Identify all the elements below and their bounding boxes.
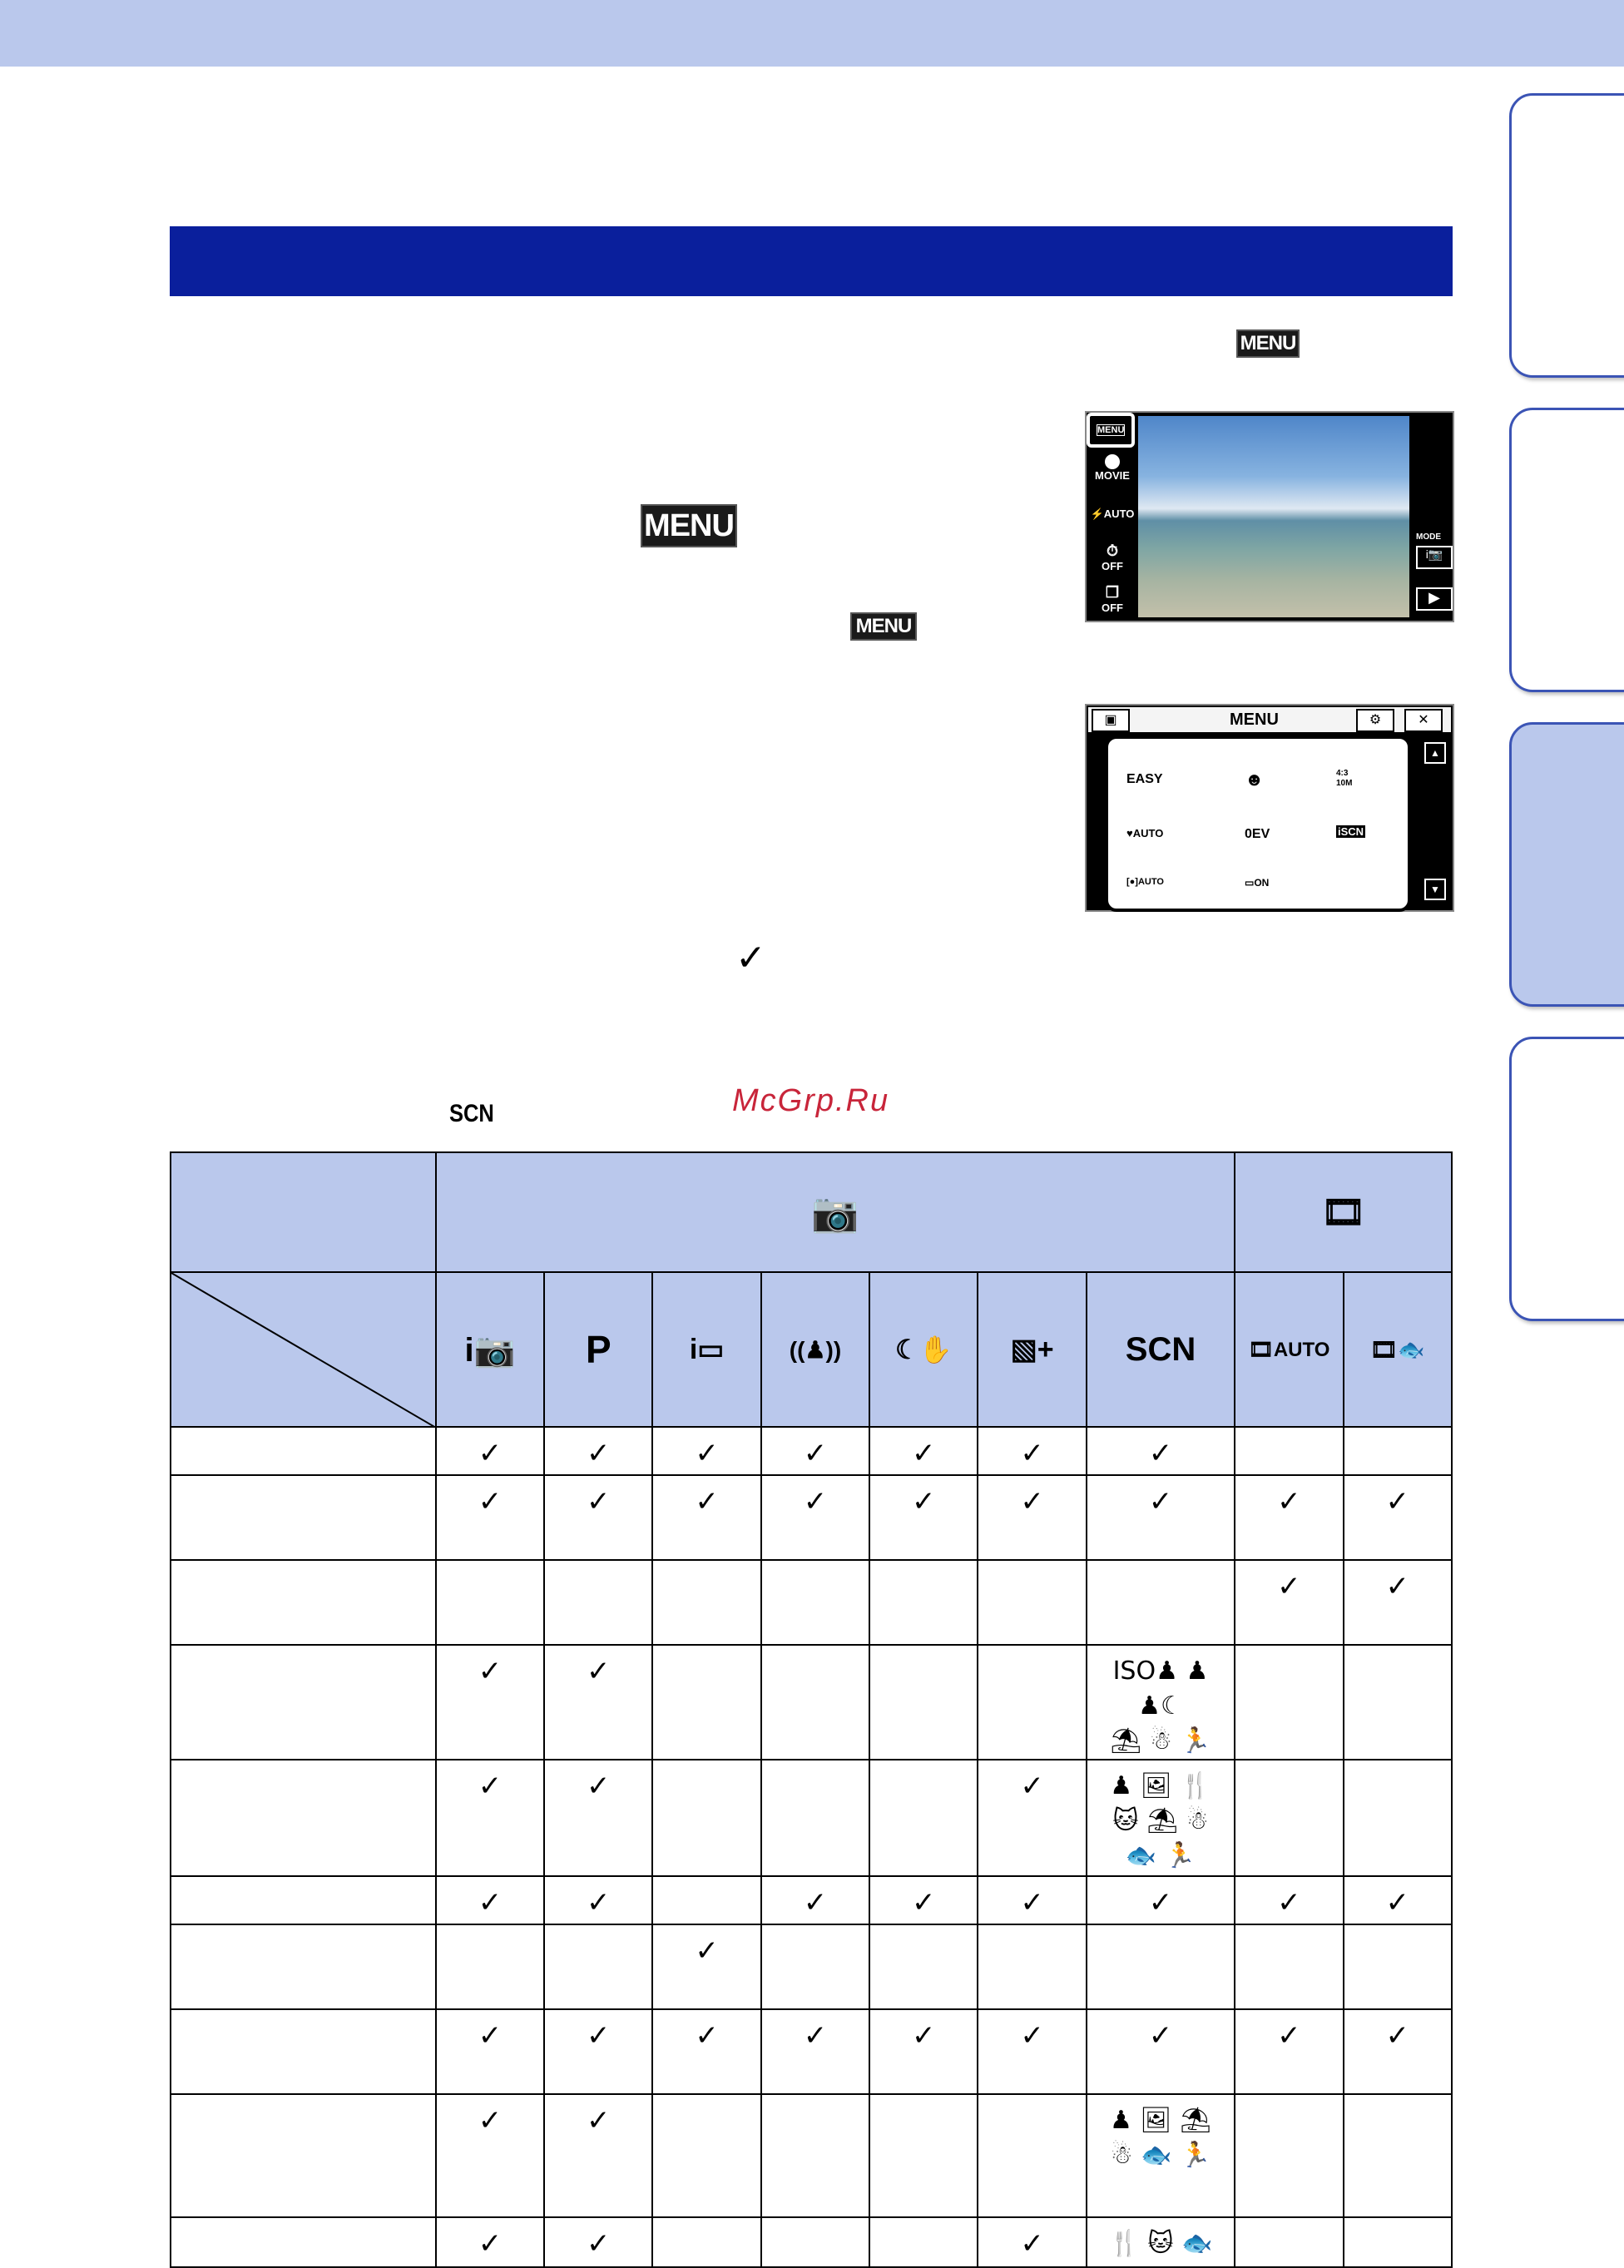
check-mark: ✓ (478, 2227, 503, 2261)
table-cell (1087, 2094, 1235, 2217)
check-mark: ✓ (695, 1485, 719, 1518)
table-cell (761, 1876, 869, 1924)
menu-badge-large: MENU (641, 504, 737, 547)
table-row (171, 1760, 1452, 1876)
handheld-twilight-icon: ☾✋ (895, 1335, 953, 1364)
table-cell (1344, 1645, 1452, 1760)
table-cell (436, 1645, 544, 1760)
table-row (171, 1876, 1452, 1924)
table-row (171, 1924, 1452, 2009)
menu-badge-top: MENU (1236, 329, 1300, 358)
table-cell (652, 2094, 760, 2217)
table-cell (978, 2094, 1086, 2217)
table-cell (1344, 2094, 1452, 2217)
mode-header-intelligent-auto (436, 1272, 544, 1427)
check-mark: ✓ (1277, 1570, 1301, 1603)
check-mark: ✓ (1277, 2019, 1301, 2053)
table-cell (544, 2094, 652, 2217)
table-cell (761, 1475, 869, 1560)
mode-header-program (544, 1272, 652, 1427)
check-mark-inline: ✓ (735, 937, 766, 979)
table-cell (761, 1560, 869, 1645)
side-tab-4[interactable] (1509, 1037, 1624, 1321)
check-mark: ✓ (478, 2019, 503, 2053)
table-cell (761, 1427, 869, 1475)
row-label-cell (171, 1475, 436, 1560)
table-cell (1087, 1475, 1235, 1560)
table-cell (761, 1645, 869, 1760)
table-cell (978, 2217, 1086, 2267)
scene-icons: 🍴 🐱 🐟 (1108, 2229, 1213, 2258)
anti-blur-icon: ((♟)) (789, 1336, 842, 1363)
check-mark: ✓ (695, 1934, 719, 1968)
table-cell (544, 1924, 652, 2009)
scene-icon: SCN (1125, 1330, 1196, 1368)
check-mark: ✓ (912, 1485, 936, 1518)
table-cell (1087, 2009, 1235, 2094)
table-cell (869, 1475, 978, 1560)
table-cell (1087, 1645, 1235, 1760)
scene-icons: ♟ 🖼 ⛱ ☃ 🐟 🏃 (1109, 2106, 1212, 2170)
check-mark: ✓ (478, 1886, 503, 1919)
table-cell (1344, 2217, 1452, 2267)
mode-compatibility-table (170, 1151, 1453, 2268)
check-mark: ✓ (587, 2019, 611, 2053)
table-cell (652, 1760, 760, 1876)
table-cell (544, 1645, 652, 1760)
table-cell (1235, 1645, 1343, 1760)
menu-item-macro[interactable]: ♥AUTO (1126, 827, 1164, 839)
playback-button[interactable]: ▶ (1416, 587, 1453, 611)
table-cell (436, 1475, 544, 1560)
gear-icon[interactable]: ⚙ (1356, 709, 1394, 732)
menu-panel (1105, 735, 1411, 912)
table-cell (761, 1924, 869, 2009)
menu-title: MENU (1230, 711, 1279, 729)
menu-item-scene[interactable]: iSCN (1338, 825, 1364, 838)
check-mark: ✓ (803, 1485, 828, 1518)
table-cell (1344, 2009, 1452, 2094)
table-cell (1235, 1760, 1343, 1876)
check-mark: ✓ (1277, 1886, 1301, 1919)
check-mark: ✓ (587, 1770, 611, 1803)
table-cell (436, 2094, 544, 2217)
movie-button[interactable] (1090, 454, 1135, 482)
camera-icon: 📷 (811, 1190, 859, 1234)
self-timer-icon: ⏱ (1106, 542, 1119, 559)
check-mark: ✓ (587, 1437, 611, 1470)
program-icon: P (585, 1328, 611, 1371)
table-cell (1087, 1427, 1235, 1475)
row-label-cell (171, 2009, 436, 2094)
row-label-cell (171, 1645, 436, 1760)
table-cell (652, 1427, 760, 1475)
table-cell (978, 1876, 1086, 1924)
table-cell (1235, 1427, 1343, 1475)
backlight-correction-icon: ▧+ (1010, 1334, 1054, 1365)
table-cell (544, 1760, 652, 1876)
table-cell (1235, 1475, 1343, 1560)
row-label-cell (171, 2217, 436, 2267)
table-cell (544, 1475, 652, 1560)
check-mark: ✓ (587, 2227, 611, 2261)
table-cell (1235, 1560, 1343, 1645)
record-icon (1105, 454, 1120, 469)
check-mark: ✓ (803, 2019, 828, 2053)
table-corner-top (171, 1152, 436, 1272)
check-mark: ✓ (1020, 2227, 1044, 2261)
menu-button-highlight[interactable] (1087, 413, 1135, 448)
mode-header-anti-blur (761, 1272, 869, 1427)
table-cell (436, 1427, 544, 1475)
table-row (171, 1560, 1452, 1645)
table-cell (544, 1560, 652, 1645)
table-cell (1235, 1876, 1343, 1924)
table-cell (1235, 1924, 1343, 2009)
sweep-panorama-icon: i▭ (689, 1334, 725, 1365)
table-cell (1235, 2217, 1343, 2267)
scn-label: SCN (449, 1100, 494, 1127)
row-label-cell (171, 2094, 436, 2217)
burst-button[interactable] (1090, 584, 1135, 614)
check-mark: ✓ (912, 1886, 936, 1919)
menu-top-bar (1088, 707, 1451, 732)
top-band (0, 0, 1624, 67)
table-cell (978, 1427, 1086, 1475)
check-mark: ✓ (1020, 1485, 1044, 1518)
table-cell (1087, 1560, 1235, 1645)
check-mark: ✓ (912, 1437, 936, 1470)
row-label-cell (171, 1760, 436, 1876)
table-cell (652, 1475, 760, 1560)
table-cell (652, 1924, 760, 2009)
table-cell (761, 2094, 869, 2217)
table-cell (652, 2009, 760, 2094)
table-cell (869, 1560, 978, 1645)
table-cell (436, 1876, 544, 1924)
table-cell (544, 2217, 652, 2267)
check-mark: ✓ (1020, 1886, 1044, 1919)
menu-scrollbar (1419, 735, 1449, 905)
check-mark: ✓ (1148, 1485, 1173, 1518)
movie-group-header (1235, 1152, 1452, 1272)
table-cell (1344, 1475, 1452, 1560)
table-cell (1344, 1876, 1452, 1924)
check-mark: ✓ (587, 1655, 611, 1688)
intelligent-auto-icon: i📷 (464, 1331, 516, 1369)
mode-header-underwater-movie (1344, 1272, 1452, 1427)
table-cell (544, 1427, 652, 1475)
table-cell (652, 2217, 760, 2267)
menu-item-ev[interactable]: 0EV (1245, 827, 1270, 841)
table-corner-diagonal (171, 1272, 436, 1427)
check-mark: ✓ (803, 1886, 828, 1919)
camera-screen-menu (1085, 704, 1454, 912)
table-cell (869, 2009, 978, 2094)
table-cell (978, 1924, 1086, 2009)
side-tab-1[interactable] (1509, 93, 1624, 378)
check-mark: ✓ (695, 1437, 719, 1470)
menu-button[interactable]: MENU (1097, 425, 1125, 435)
table-cell (1235, 2009, 1343, 2094)
menu-item-easy[interactable]: EASY (1126, 772, 1163, 786)
check-mark: ✓ (1148, 2019, 1173, 2053)
table-cell (1087, 1876, 1235, 1924)
table-row (171, 2094, 1452, 2217)
scroll-up-button[interactable]: ▲ (1424, 742, 1446, 764)
toolbox-icon[interactable]: ▣ (1092, 709, 1130, 732)
check-mark: ✓ (1148, 1437, 1173, 1470)
menu-item-grid[interactable]: ▭ON (1245, 877, 1270, 889)
table-cell (544, 2009, 652, 2094)
table-cell (869, 1876, 978, 1924)
check-mark: ✓ (1385, 1485, 1410, 1518)
row-label-cell (171, 1427, 436, 1475)
check-mark: ✓ (1385, 1886, 1410, 1919)
mode-label: MODE (1416, 532, 1441, 542)
self-timer-label: OFF (1102, 560, 1123, 572)
table-cell (1344, 1760, 1452, 1876)
side-tab-2[interactable] (1509, 408, 1624, 692)
table-cell (1344, 1924, 1452, 2009)
table-cell (436, 1560, 544, 1645)
table-row (171, 2009, 1452, 2094)
watermark: McGrp.Ru (732, 1083, 890, 1118)
flash-button[interactable]: ⚡AUTO (1090, 508, 1135, 520)
table-cell (869, 2094, 978, 2217)
table-cell (869, 1924, 978, 2009)
table-cell (1235, 2094, 1343, 2217)
menu-item-smile[interactable]: ☻ (1245, 769, 1265, 790)
table-cell (978, 1760, 1086, 1876)
section-heading-bar (170, 226, 1453, 296)
check-mark: ✓ (587, 2104, 611, 2137)
table-cell (1087, 1924, 1235, 2009)
menu-item-focus[interactable]: [●]AUTO (1126, 877, 1164, 887)
burst-label: OFF (1102, 602, 1123, 614)
check-mark: ✓ (1020, 1770, 1044, 1803)
menu-item-image-size[interactable]: 4:3 10M (1336, 769, 1353, 788)
table-cell (544, 1876, 652, 1924)
scroll-down-button[interactable]: ▼ (1424, 879, 1446, 900)
side-tab-3[interactable] (1509, 722, 1624, 1007)
row-label-cell (171, 1924, 436, 2009)
beach-scene-image (1138, 416, 1409, 617)
camera-screen-shooting (1085, 411, 1454, 622)
table-row (171, 1475, 1452, 1560)
table-cell (761, 2009, 869, 2094)
table-cell (652, 1560, 760, 1645)
underwater-movie-icon: 🎞🐟 (1370, 1336, 1425, 1362)
scene-icons: ♟ 🖼 🍴 🐱 ⛱ ☃ 🐟 🏃 (1110, 1771, 1211, 1870)
mode-header-scene (1087, 1272, 1235, 1427)
scene-icons: ISO♟ ♟ ♟☾ ⛱ ☃ 🏃 (1110, 1656, 1211, 1755)
table-row (171, 1645, 1452, 1760)
row-label-cell (171, 1876, 436, 1924)
table-cell (436, 1760, 544, 1876)
mode-header-handheld-twilight (869, 1272, 978, 1427)
check-mark: ✓ (1020, 2019, 1044, 2053)
table-cell (1344, 1427, 1452, 1475)
check-mark: ✓ (912, 2019, 936, 2053)
self-timer-button[interactable] (1090, 542, 1135, 572)
check-mark: ✓ (1277, 1485, 1301, 1518)
check-mark: ✓ (587, 1886, 611, 1919)
check-mark: ✓ (478, 1655, 503, 1688)
mode-header-backlight (978, 1272, 1086, 1427)
check-mark: ✓ (587, 1485, 611, 1518)
table-cell (978, 2009, 1086, 2094)
table-cell (761, 1760, 869, 1876)
table-cell (1087, 2217, 1235, 2267)
check-mark: ✓ (1148, 1886, 1173, 1919)
mode-header-movie-auto (1235, 1272, 1343, 1427)
table-cell (978, 1560, 1086, 1645)
table-cell (1087, 1760, 1235, 1876)
row-label-cell (171, 1560, 436, 1645)
table-cell (869, 2217, 978, 2267)
check-mark: ✓ (478, 2104, 503, 2137)
mode-header-sweep-panorama (652, 1272, 760, 1427)
table-cell (1344, 1560, 1452, 1645)
burst-icon: ❐ (1105, 584, 1120, 601)
check-mark: ✓ (1020, 1437, 1044, 1470)
menu-badge-small: MENU (850, 612, 917, 641)
film-icon: 🎞 (1320, 1191, 1366, 1231)
diagonal-line (171, 1273, 436, 1428)
check-mark: ✓ (478, 1437, 503, 1470)
check-mark: ✓ (695, 2019, 719, 2053)
still-camera-group-header (436, 1152, 1235, 1272)
table-cell (869, 1427, 978, 1475)
table-cell (436, 1924, 544, 2009)
table-cell (761, 2217, 869, 2267)
table-cell (436, 2217, 544, 2267)
table-cell (978, 1645, 1086, 1760)
movie-auto-icon: 🎞AUTO (1248, 1338, 1330, 1361)
table-row (171, 1427, 1452, 1475)
check-mark: ✓ (478, 1485, 503, 1518)
table-cell (652, 1645, 760, 1760)
table-cell (436, 2009, 544, 2094)
check-mark: ✓ (1385, 1570, 1410, 1603)
table-cell (978, 1475, 1086, 1560)
check-mark: ✓ (478, 1770, 503, 1803)
movie-label: MOVIE (1095, 469, 1130, 482)
table-cell (652, 1876, 760, 1924)
table-cell (869, 1760, 978, 1876)
table-row (171, 2217, 1452, 2267)
close-icon[interactable]: ✕ (1404, 709, 1443, 732)
check-mark: ✓ (1385, 2019, 1410, 2053)
check-mark: ✓ (803, 1437, 828, 1470)
table-cell (869, 1645, 978, 1760)
mode-button[interactable]: i📷 (1416, 546, 1453, 569)
